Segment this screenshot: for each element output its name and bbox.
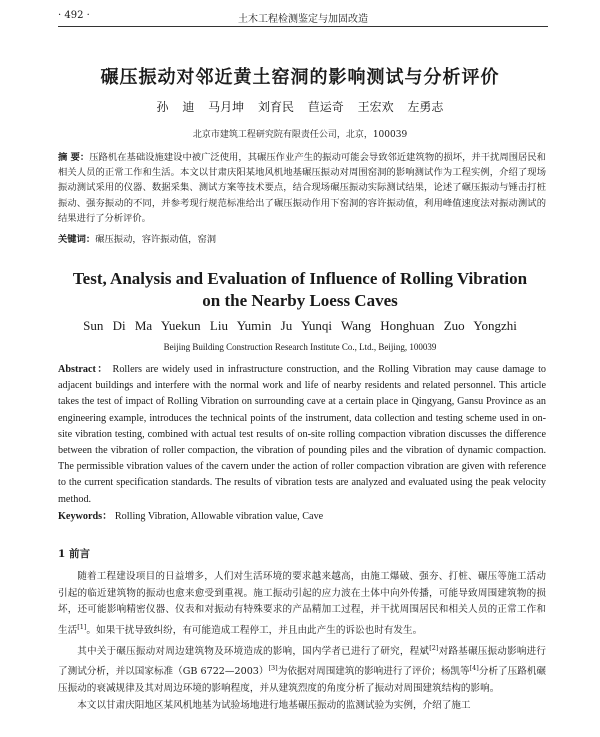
english-abstract-label: Abstract： bbox=[58, 364, 109, 375]
section-heading: 1 前言 bbox=[58, 548, 90, 560]
english-affiliation: Beijing Building Construction Research Institute Co., Ltd., Beijing, 100039 bbox=[163, 342, 437, 352]
chinese-abstract-label: 摘 要： bbox=[58, 152, 90, 163]
chinese-keywords-label: 关键词： bbox=[58, 234, 96, 245]
chinese-abstract bbox=[58, 150, 546, 226]
english-keywords bbox=[58, 507, 546, 522]
chinese-keywords bbox=[58, 231, 546, 245]
english-abstract-text: Rollers are widely used in infrastructure construction, and the Rolling Vibration may cause damage to adjacent buildings and interfere with the normal work and life of nearby residents and related personnel. This article takes the test of impact of Rolling Vibration on surrounding cave at a certain place in Qingyang, Gansu Province as an engineering example, introduces the technical points of the instrument, data collection and testing scheme used in on-site vibration testing, combined with actual test results of on-site rolling compaction vibration discusses the difference between the vibration of roller compaction, the vibration of pounding piles and the vibration of dynamic compaction. The permissible vibration values of the cavern under the action of roller compaction vibration are given with reference to the current specification standards. The results of vibration tests are analyzed and evaluated using the peak velocity method. bbox=[58, 364, 546, 505]
chinese-abstract-text: 压路机在基础设施建设中被广泛使用，其碾压作业产生的振动可能会导致邻近建筑物的损坏，并干扰周围居民和相关人员的正常工作和生活。本文以甘肃庆阳某地风机地基碾压振动对周围窑洞的影响测试作为工程实例，介绍了现场振动测试采用的仪器、数据采集、测试方案等技术要点，结合现场碾压振动实际测试结果，论述了碾压振动与锤击打桩振动、强夯振动的不同，并参考现行规范标准给出了碾压振动作用下窑洞的容许振动值，利用峰值速度法对振动测试的结果进行了分析评价。 bbox=[58, 152, 546, 224]
running-header bbox=[58, 8, 548, 27]
citation-ref: [1] bbox=[77, 622, 87, 631]
english-keywords-label: Keywords： bbox=[58, 511, 113, 522]
english-keywords-text: Rolling Vibration, Allowable vibration value, Cave bbox=[114, 511, 324, 522]
chinese-authors: 孙 迪 马月坤 刘育民 苣运奇 王宏欢 左勇志 bbox=[156, 100, 444, 114]
body-text: 。如果干扰导致纠纷，有可能造成工程停工，并且由此产生的诉讼也时有发生。 bbox=[86, 624, 423, 636]
chinese-keywords-text: 碾压振动，容许振动值，窑洞 bbox=[95, 234, 217, 245]
body-text: 分析了压路机碾压振动的衰减规律及其对周边环境的影响程度，并从建筑烈度的角度分析了振动对周围建筑结构的影响。 bbox=[58, 666, 547, 695]
citation-ref: [2] bbox=[429, 643, 439, 652]
body-paragraph-3: 本文以甘肃庆阳地区某风机地基为试验场地进行地基碾压振动的监测试验为实例，介绍了施工 bbox=[77, 699, 471, 711]
page-number: · 492 · bbox=[58, 10, 90, 21]
body-paragraph-2 bbox=[58, 640, 546, 698]
english-title-line-1: Test, Analysis and Evaluation of Influence of Rolling Vibration bbox=[72, 269, 528, 288]
body-paragraph-1 bbox=[58, 569, 546, 640]
english-title bbox=[0, 268, 600, 312]
english-title-line-2: on the Nearby Loess Caves bbox=[202, 291, 398, 310]
english-abstract bbox=[58, 362, 546, 508]
chinese-title: 碾压振动对邻近黄土窑洞的影响测试与分析评价 bbox=[100, 67, 500, 88]
body-text: 随着工程建设项目的日益增多，人们对生活环境的要求越来越高，由施工爆破、强夯、打桩、碾压等施工活动引起的临近建筑物的振动也愈来愈受到重视。施工振动引起的应力波在土体中向外传播，可能导致周围建筑物的损坏，还可能影响精密仪器、仪表和对振动有特殊要求的产品精加工过程，并干扰周围居民和相关人员的正常工作和生活 bbox=[58, 571, 546, 636]
body-text: 为依据对周围建筑的影响进行了评价；杨凯等 bbox=[277, 666, 470, 678]
citation-ref: [4] bbox=[469, 664, 479, 673]
chinese-affiliation: 北京市建筑工程研究院有限责任公司，北京，100039 bbox=[192, 130, 408, 140]
body-text: 对路基碾压振动影响进行了测试分析，并以国家标准（GB 6722—2003） bbox=[58, 645, 547, 678]
body-text: 其中关于碾压振动对周边建筑物及环境造成的影响，国内学者已进行了研究，程斌 bbox=[77, 645, 430, 657]
journal-title: 土木工程检测鉴定与加固改造 bbox=[238, 14, 368, 25]
citation-ref: [3] bbox=[268, 664, 278, 673]
section-body bbox=[58, 569, 546, 714]
english-authors: Sun Di Ma Yuekun Liu Yumin Ju Yunqi Wang Honghuan Zuo Yongzhi bbox=[83, 318, 517, 333]
